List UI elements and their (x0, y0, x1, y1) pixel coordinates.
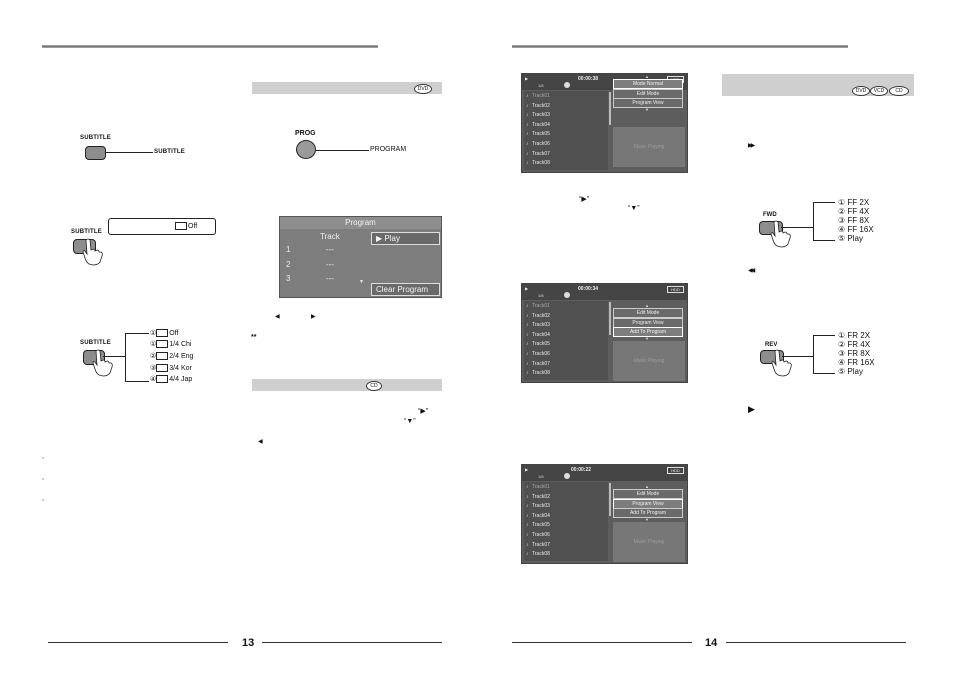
subtitle-option[interactable] (150, 352, 193, 360)
vcd-badge: VCD (870, 86, 888, 96)
music-note-icon: ♪ (526, 541, 529, 548)
music-note-icon: ♪ (526, 312, 529, 319)
fwd-bracket (813, 202, 814, 240)
music-note-icon: ♪ (526, 150, 529, 157)
music-playing-panel: Music Playing (613, 522, 685, 562)
track-item[interactable] (526, 332, 550, 338)
prog-leader-line (315, 150, 369, 151)
subtitle-label-2: SUBTITLE (71, 229, 102, 235)
screen-header (522, 284, 687, 300)
scroll-up-icon[interactable]: ▲ (645, 303, 649, 308)
track-name: Track04 (532, 121, 550, 128)
elapsed-time: 00:00:38 (578, 76, 599, 82)
option-text: 1/4 Chi (169, 341, 192, 348)
right-arrow-icon: ▶ (311, 314, 316, 320)
subtitle-label-3: SUBTITLE (80, 340, 111, 346)
track-item[interactable] (526, 341, 550, 347)
bullet-note: , (42, 495, 44, 502)
left-arrow-icon: ◀ (258, 439, 263, 445)
subtitle-line-label: SUBTITLE (154, 149, 185, 155)
rev-option[interactable] (838, 367, 863, 376)
scrollbar[interactable] (609, 302, 611, 335)
fast-forward-icon: ▶▶ (748, 143, 754, 149)
track-count: 1/8 (538, 83, 544, 88)
disc-icon (564, 292, 570, 298)
music-note-icon: ♪ (526, 493, 529, 500)
track-count: 1/8 (538, 474, 544, 479)
track-count: 1/8 (538, 293, 544, 298)
subtitle-box-icon (156, 375, 168, 383)
option-number: ① (838, 331, 846, 340)
option-text: 2/4 Eng (169, 353, 194, 360)
down-quote-glyph: “▼” (404, 418, 416, 425)
note-stars: ** (251, 334, 257, 341)
program-row-val[interactable]: --- (326, 245, 334, 254)
music-note-icon: ♪ (526, 484, 529, 490)
left-arrow-icon: ◀ (275, 314, 280, 320)
rewind-icon: ◀◀ (748, 268, 754, 274)
option-number: ① (838, 198, 846, 207)
track-list (524, 301, 608, 380)
scroll-down-icon[interactable]: ▼ (645, 336, 649, 341)
track-item[interactable] (526, 542, 550, 548)
program-title: Program (280, 217, 441, 229)
prog-button[interactable] (296, 140, 316, 159)
disc-icon (564, 82, 570, 88)
menu-option[interactable]: Add To Program (613, 327, 683, 337)
option-number: ① (150, 330, 157, 337)
bullet-note: , (42, 453, 44, 460)
music-playing-panel: Music Playing (613, 341, 685, 381)
track-name: Track07 (532, 150, 550, 157)
track-item[interactable] (526, 503, 550, 509)
fwd-label: FWD (763, 212, 777, 218)
option-text: Off (169, 330, 179, 337)
music-note-icon: ♪ (526, 112, 529, 119)
track-item[interactable] (526, 151, 550, 157)
program-row-num: 2 (286, 260, 291, 269)
cd-section-bar (252, 379, 442, 391)
subtitle-button[interactable] (85, 146, 106, 160)
program-panel (279, 216, 442, 298)
scroll-up-icon[interactable]: ▲ (645, 74, 649, 79)
program-row-num: 1 (286, 245, 291, 254)
menu-option[interactable]: Program View (613, 98, 683, 108)
header-rule-left (42, 45, 378, 48)
fwd-connector (781, 227, 813, 228)
subtitle-options-tick (125, 381, 149, 382)
hand-icon (80, 238, 106, 266)
menu-option[interactable]: Edit Mode (613, 308, 683, 318)
music-note-icon: ♪ (526, 131, 529, 138)
music-note-icon: ♪ (526, 351, 529, 357)
option-text: 4/4 Jap (169, 376, 193, 383)
menu-option[interactable]: Edit Mode (613, 489, 683, 499)
music-note-icon: ♪ (526, 522, 529, 529)
program-play-button[interactable]: ▶ Play (371, 232, 440, 245)
track-item[interactable] (526, 484, 550, 490)
option-number: ④ (150, 376, 157, 383)
track-item[interactable] (526, 303, 550, 309)
rev-connector (782, 356, 813, 357)
track-item[interactable] (526, 351, 550, 357)
subtitle-box-icon (156, 340, 168, 348)
option-number: ③ (838, 216, 846, 225)
play-status-icon: ▶ (525, 76, 529, 81)
track-item[interactable] (526, 141, 550, 147)
elapsed-time: 00:00:22 (571, 467, 592, 473)
hand-icon (90, 349, 116, 377)
option-text: Play (847, 367, 863, 376)
media-player-screen (521, 73, 688, 173)
program-track-header: Track (320, 232, 340, 241)
footer-rule (48, 642, 228, 643)
hand-icon (769, 349, 795, 377)
music-note-icon: ♪ (526, 141, 529, 147)
music-note-icon: ♪ (526, 512, 529, 519)
track-item[interactable] (526, 160, 550, 166)
track-item[interactable] (526, 322, 550, 328)
music-note-icon: ♪ (526, 370, 529, 377)
track-item[interactable] (526, 532, 550, 538)
play-status-icon: ▶ (525, 467, 529, 472)
subtitle-leader-line (105, 152, 153, 153)
subtitle-options-tick (125, 333, 149, 334)
program-row-val[interactable]: --- (326, 260, 334, 269)
fwd-option[interactable] (838, 216, 869, 225)
down-quote-glyph: “▼” (628, 205, 640, 212)
music-note-icon: ♪ (526, 331, 529, 338)
track-name: Track08 (532, 160, 550, 167)
menu-option[interactable]: Mode Normal (613, 79, 683, 89)
track-name: Track02 (532, 493, 550, 500)
track-name: Track08 (532, 370, 550, 377)
subtitle-option[interactable] (150, 375, 192, 383)
music-note-icon: ♪ (526, 303, 529, 309)
track-name: Track06 (532, 141, 550, 147)
hdd-badge: HDD (667, 286, 684, 293)
elapsed-time: 00:00:34 (578, 286, 599, 292)
option-text: FF 4X (847, 207, 870, 216)
option-number: ③ (838, 349, 846, 358)
prog-label: PROG (295, 130, 316, 137)
media-player-screen (521, 464, 688, 564)
rev-bracket (813, 335, 814, 373)
option-text: FR 2X (847, 331, 871, 340)
subtitle-option[interactable] (150, 364, 192, 372)
track-item[interactable] (526, 313, 550, 319)
scrollbar[interactable] (609, 92, 611, 125)
option-number: ④ (838, 225, 846, 234)
fwd-tick (813, 202, 835, 203)
track-item[interactable] (526, 122, 550, 128)
cd-badge: CD (366, 381, 382, 391)
prog-line-label: PROGRAM (370, 146, 407, 153)
menu-option[interactable]: Add To Program (613, 508, 683, 518)
program-scroll-down-icon[interactable]: ▼ (359, 279, 364, 285)
fwd-option[interactable] (838, 198, 869, 207)
option-text: Play (847, 234, 863, 243)
subtitle-option[interactable] (150, 329, 179, 337)
fwd-option[interactable] (838, 207, 869, 216)
track-item[interactable] (526, 93, 550, 99)
track-name: Track01 (532, 484, 550, 490)
option-number: ④ (838, 358, 846, 367)
track-item[interactable] (526, 513, 550, 519)
music-note-icon: ♪ (526, 551, 529, 558)
header-rule-right (512, 45, 848, 48)
option-text: FR 4X (847, 340, 871, 349)
hdd-badge: HDD (667, 467, 684, 474)
music-playing-panel: Music Playing (613, 127, 685, 167)
scroll-up-icon[interactable]: ▲ (645, 484, 649, 489)
music-note-icon: ♪ (526, 532, 529, 538)
track-item[interactable] (526, 131, 550, 137)
dvd-badge: DVD (852, 86, 870, 96)
cd-badge: CD (889, 86, 909, 96)
rev-option[interactable] (838, 331, 870, 340)
play-icon: ▶ (748, 404, 755, 414)
track-name: Track03 (532, 503, 550, 510)
track-name: Track05 (532, 341, 550, 348)
track-name: Track05 (532, 522, 550, 529)
subtitle-label-1: SUBTITLE (80, 135, 111, 141)
option-text: FR 8X (847, 349, 871, 358)
rev-option[interactable] (838, 349, 870, 358)
track-list (524, 91, 608, 170)
rev-option[interactable] (838, 340, 870, 349)
subtitle-box-icon (156, 329, 168, 337)
footer-rule (512, 642, 692, 643)
option-number: ⑤ (838, 234, 846, 243)
option-number: ③ (150, 365, 157, 372)
dvd-badge: DVD (414, 84, 432, 94)
option-number: ① (150, 341, 157, 348)
track-name: Track03 (532, 112, 550, 119)
track-item[interactable] (526, 522, 550, 528)
scrollbar[interactable] (609, 483, 611, 516)
subtitle-box-icon (156, 364, 168, 372)
program-clear-button[interactable]: Clear Program (371, 283, 440, 296)
option-number: ② (150, 353, 157, 360)
track-list (524, 482, 608, 561)
track-name: Track02 (532, 312, 550, 319)
program-row-num: 3 (286, 274, 291, 283)
rev-label: REV (765, 342, 778, 348)
option-number: ② (838, 340, 846, 349)
page-number-right: 14 (705, 637, 718, 649)
music-note-icon: ♪ (526, 322, 529, 329)
music-note-icon: ♪ (526, 121, 529, 128)
menu-option[interactable]: Program View (613, 318, 683, 328)
subtitle-box-icon (156, 352, 168, 360)
subtitle-options-connector (103, 356, 125, 357)
media-player-screen (521, 283, 688, 383)
track-name: Track03 (532, 322, 550, 329)
music-note-icon: ♪ (526, 503, 529, 510)
track-item[interactable] (526, 494, 550, 500)
fwd-option[interactable] (838, 234, 863, 243)
option-text: FR 16X (847, 358, 875, 367)
scroll-down-icon[interactable]: ▼ (645, 517, 649, 522)
track-name: Track07 (532, 360, 550, 367)
play-status-icon: ▶ (525, 286, 529, 291)
page-number-left: 13 (242, 637, 255, 649)
option-text: FF 16X (847, 225, 874, 234)
menu-option[interactable]: Program View (613, 499, 683, 509)
music-note-icon: ♪ (526, 341, 529, 348)
music-note-icon: ♪ (526, 360, 529, 367)
menu-option[interactable]: Edit Mode (613, 89, 683, 99)
track-name: Track04 (532, 331, 550, 338)
footer-rule (726, 642, 906, 643)
program-row-val[interactable]: --- (326, 274, 334, 283)
track-item[interactable] (526, 551, 550, 557)
rev-tick (813, 335, 835, 336)
track-item[interactable] (526, 370, 550, 376)
subtitle-display-off: Off (175, 222, 197, 230)
subtitle-option[interactable] (150, 340, 191, 348)
disc-icon (564, 473, 570, 479)
music-note-icon: ♪ (526, 102, 529, 109)
hand-icon (768, 220, 794, 248)
subtitle-options-bracket (125, 333, 126, 381)
track-name: Track08 (532, 551, 550, 558)
music-note-icon: ♪ (526, 160, 529, 167)
play-quote-glyph: “▶” (418, 408, 429, 415)
fwd-tick (813, 240, 835, 241)
track-name: Track02 (532, 102, 550, 109)
music-note-icon: ♪ (526, 93, 529, 99)
track-name: Track07 (532, 541, 550, 548)
track-item[interactable] (526, 112, 550, 118)
subtitle-display-box (108, 218, 216, 235)
track-name: Track01 (532, 93, 550, 99)
track-name: Track04 (532, 512, 550, 519)
play-quote-glyph: “▶” (579, 196, 590, 203)
footer-rule (262, 642, 442, 643)
track-name: Track06 (532, 532, 550, 538)
screen-header (522, 465, 687, 481)
track-name: Track06 (532, 351, 550, 357)
track-item[interactable] (526, 361, 550, 367)
option-text: 3/4 Kor (169, 365, 192, 372)
option-text: FF 2X (847, 198, 870, 207)
option-number: ⑤ (838, 367, 846, 376)
track-name: Track01 (532, 303, 550, 309)
scroll-down-icon[interactable]: ▼ (645, 107, 649, 112)
track-name: Track05 (532, 131, 550, 138)
rev-option[interactable] (838, 358, 875, 367)
fwd-option[interactable] (838, 225, 874, 234)
rev-tick (813, 373, 835, 374)
option-number: ② (838, 207, 846, 216)
option-text: FF 8X (847, 216, 870, 225)
bullet-note: , (42, 474, 44, 481)
track-item[interactable] (526, 103, 550, 109)
